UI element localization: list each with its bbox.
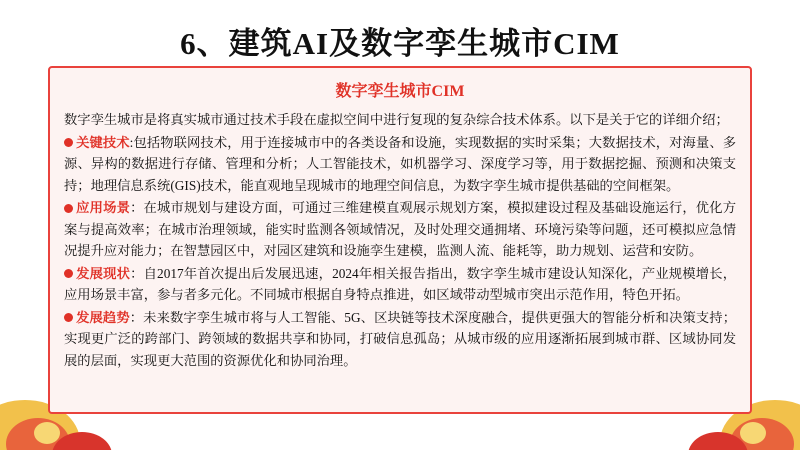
ornament-shape xyxy=(34,422,60,444)
page-title: 6、建筑AI及数字孪生城市CIM xyxy=(180,26,620,61)
paragraph-text: 在城市规划与建设方面，可通过三维建模直观展示规划方案，模拟建设过程及基础设施运行，优化方案与提高效率；在城市治理领域，能实时监测各领域情况，及时处理交通拥堵、环境污染等问题，还可模拟应急情况提升应对能力；在智慧园区中，对园区建筑和设施孪生建模，监测人流、能耗等，助力规划、运营和安防。 xyxy=(64,200,737,259)
intro-text: 数字孪生城市是将真实城市通过技术手段在虚拟空间中进行复现的复杂综合技术体系。以下是关于它的详细介绍； xyxy=(64,112,729,127)
content-card xyxy=(48,66,752,414)
ornament-shape xyxy=(740,422,766,444)
card-title: 数字孪生城市CIM xyxy=(335,83,465,100)
bullet-icon xyxy=(64,138,73,147)
paragraph-use-cases xyxy=(64,197,736,262)
paragraph-key-tech xyxy=(64,132,736,197)
paragraph-separator: ： xyxy=(130,265,144,281)
paragraph-text: 未来数字孪生城市将与人工智能、5G、区块链等技术深度融合，提供更强大的智能分析和决策支持；实现更广泛的跨部门、跨领域的数据共享和协同，打破信息孤岛；从城市级的应用逐渐拓展到城市群、区域协同发展的层面，实现更大范围的资源优化和协同治理。 xyxy=(64,309,737,368)
paragraph-keyword: 应用场景 xyxy=(76,200,131,216)
paragraph-separator: ： xyxy=(130,200,144,216)
paragraph-keyword: 发展现状 xyxy=(76,265,131,281)
bullet-icon xyxy=(64,313,73,322)
ornament-shape xyxy=(52,432,112,450)
paragraph-separator: : xyxy=(129,134,134,150)
ornament-shape xyxy=(6,418,70,450)
paragraph-separator: ： xyxy=(129,309,144,325)
body-text xyxy=(64,109,736,371)
bullet-icon xyxy=(64,204,73,213)
paragraph-status xyxy=(64,263,736,306)
ornament-shape xyxy=(688,432,748,450)
intro-paragraph xyxy=(64,109,736,131)
paragraph-text: 包括物联网技术，用于连接城市中的各类设备和设施，实现数据的实时采集；大数据技术，对海量、多源、异构的数据进行存储、管理和分析；人工智能技术，如机器学习、深度学习等，用于数据挖掘、预测和决策支持；地理信息系统(GIS)技术，能直观地呈现城市的地理空间信息，为数字孪生城市提供基础的空间框架。 xyxy=(64,134,737,193)
paragraph-keyword: 关键技术 xyxy=(76,134,130,150)
paragraph-text: 自2017年首次提出后发展迅速，2024年相关报告指出，数字孪生城市建设认知深化，产业规模增长，应用场景丰富，参与者多元化。不同城市根据自身特点推进，如区域带动型城市突出示范作用，特色开拓。 xyxy=(64,265,737,303)
paragraph-trends xyxy=(64,307,736,372)
ornament-shape xyxy=(730,418,794,450)
paragraph-keyword: 发展趋势 xyxy=(76,309,130,325)
bullet-icon xyxy=(64,269,73,278)
